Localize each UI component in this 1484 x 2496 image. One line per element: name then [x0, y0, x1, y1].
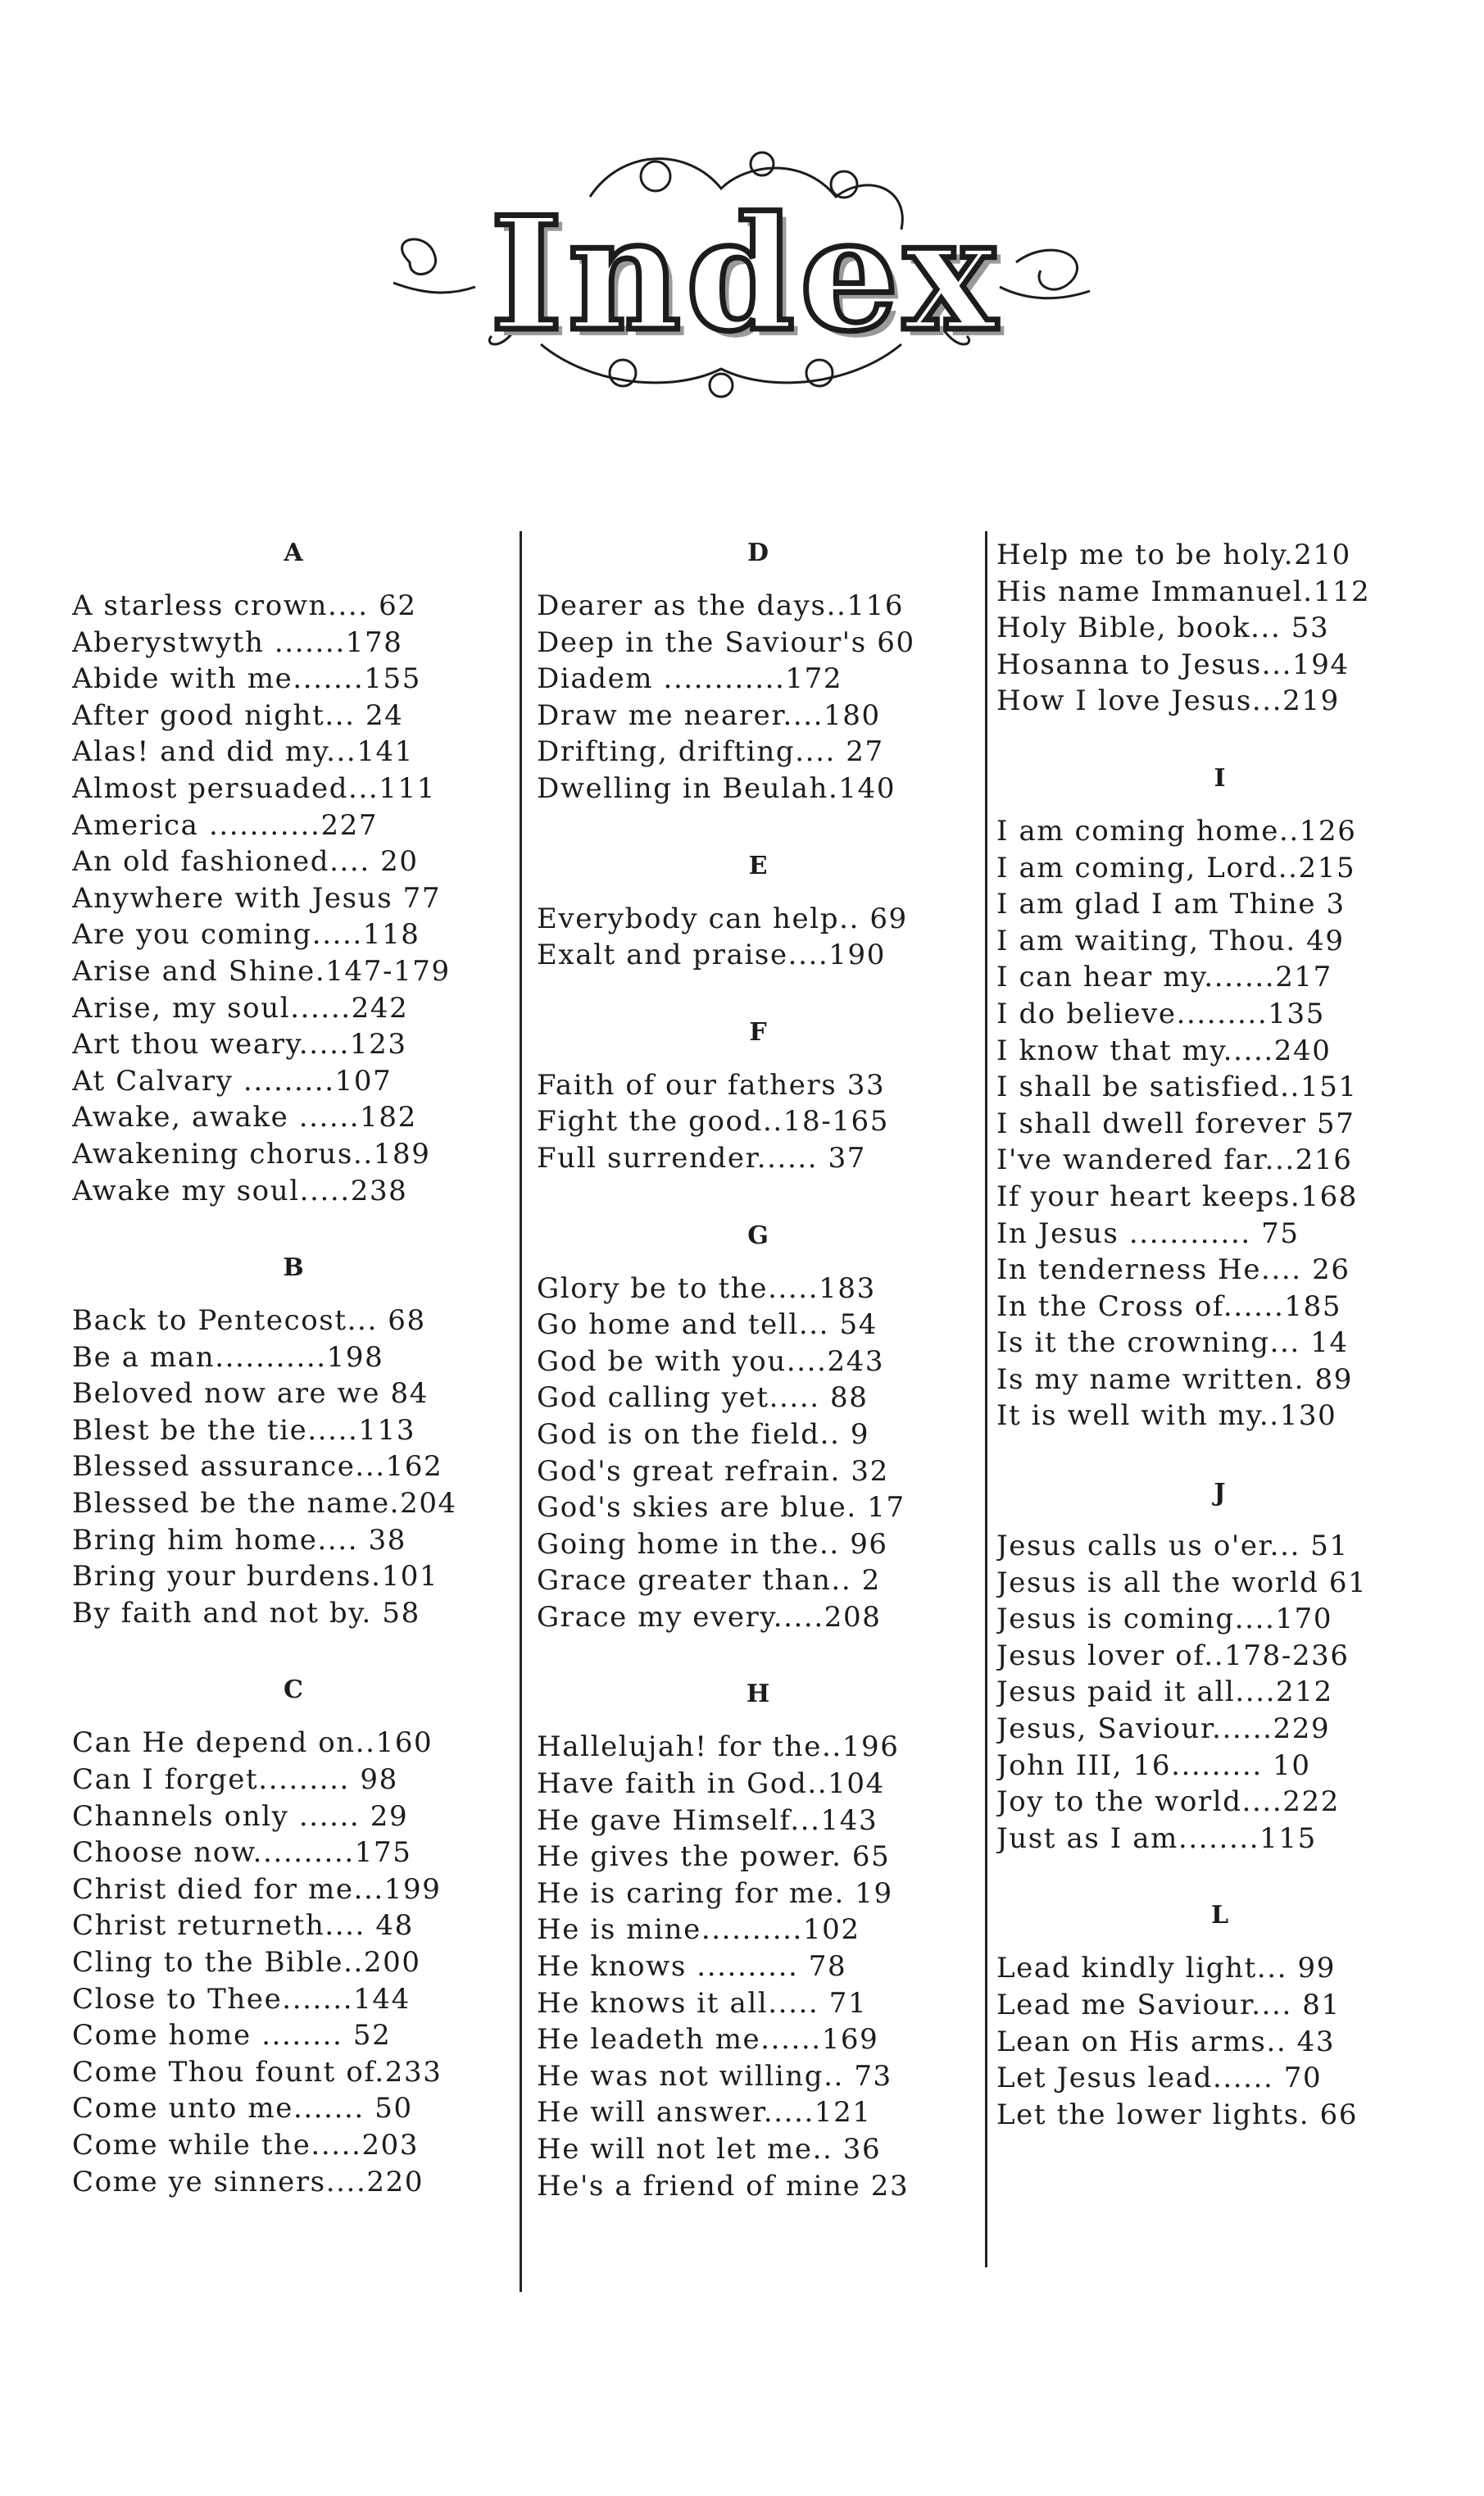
- index-entry: If your heart keeps.168: [996, 1180, 1359, 1213]
- index-entry: I know that my.....240: [996, 1034, 1332, 1067]
- section-spacer: [537, 570, 979, 588]
- index-entry: Awake my soul.....238: [72, 1174, 408, 1207]
- index-section: [996, 1477, 1443, 1857]
- index-entry: Come home ........ 52: [72, 2019, 392, 2053]
- column-divider: [520, 531, 522, 2292]
- page-title: Index: [489, 183, 1002, 366]
- index-entry: Just as I am........115: [996, 1821, 1317, 1855]
- index-entry: Jesus, Saviour......229: [996, 1712, 1331, 1746]
- index-entry: Art thou weary.....123: [72, 1028, 407, 1062]
- section-spacer: [996, 795, 1443, 813]
- index-entry: Holy Bible, book... 53: [996, 611, 1330, 645]
- section-spacer: [996, 1510, 1443, 1528]
- section-letter: I: [1214, 763, 1226, 793]
- index-entry: At Calvary .........107: [72, 1064, 393, 1098]
- section-spacer: [537, 1711, 979, 1729]
- index-entry: Go home and tell... 54: [537, 1308, 878, 1342]
- index-column-2: [537, 537, 979, 2204]
- index-entry: God calling yet..... 88: [537, 1381, 869, 1415]
- index-entry: Everybody can help.. 69: [537, 902, 908, 935]
- section-spacer: [996, 1932, 1443, 1950]
- index-section: [537, 850, 979, 974]
- index-entry: Aberystwyth .......178: [72, 625, 403, 659]
- index-entry: Come ye sinners....220: [72, 2165, 424, 2198]
- index-entry: Christ returneth.... 48: [72, 1909, 414, 1943]
- index-entry: Blest be the tie.....113: [72, 1413, 416, 1447]
- index-entry: Come while the.....203: [72, 2128, 420, 2162]
- index-entry: He was not willing.. 73: [537, 2059, 892, 2093]
- section-spacer: [72, 570, 515, 588]
- index-entry: How I love Jesus...219: [996, 684, 1340, 718]
- index-section: [996, 762, 1443, 1434]
- section-spacer: [537, 1049, 979, 1067]
- index-section: [996, 1899, 1443, 2133]
- index-entry: Can He depend on..160: [72, 1726, 433, 1760]
- index-entry: Christ died for me...199: [72, 1872, 442, 1906]
- index-entry: Awakening chorus..189: [72, 1137, 431, 1171]
- section-letter: C: [284, 1675, 303, 1705]
- index-section: [537, 1016, 979, 1177]
- section-letter: H: [746, 1680, 770, 1709]
- index-column-3: [996, 537, 1443, 2133]
- index-entry: Full surrender...... 37: [537, 1141, 867, 1175]
- index-entry: Close to Thee.......144: [72, 1982, 411, 2016]
- index-entry: A starless crown.... 62: [72, 589, 417, 622]
- index-entry: Awake, awake ......182: [72, 1101, 417, 1134]
- index-entry: I am waiting, Thou. 49: [996, 924, 1345, 957]
- index-entry: Lead me Saviour.... 81: [996, 1989, 1341, 2021]
- index-entry: Can I forget......... 98: [72, 1763, 398, 1797]
- index-entry: God's skies are blue. 17: [537, 1491, 905, 1525]
- section-letter: D: [747, 539, 769, 567]
- index-entry: Almost persuaded...111: [72, 771, 436, 805]
- index-entry: It is well with my..130: [996, 1399, 1337, 1433]
- column-divider: [985, 531, 987, 2267]
- index-entry: God's great refrain. 32: [537, 1454, 889, 1488]
- index-section: [537, 1678, 979, 2204]
- section-spacer: [537, 1253, 979, 1271]
- section-letter: E: [748, 851, 768, 880]
- index-entry: Bring your burdens.101: [72, 1560, 439, 1594]
- index-entry: Hosanna to Jesus...194: [996, 648, 1350, 681]
- index-entry: Choose now..........175: [72, 1836, 412, 1870]
- index-entry: Help me to be holy.210: [996, 539, 1351, 571]
- index-entry: Joy to the world....222: [996, 1785, 1340, 1819]
- index-entry: In tenderness He.... 26: [996, 1253, 1350, 1287]
- section-letter: B: [283, 1253, 304, 1283]
- index-section: [537, 537, 979, 807]
- index-entry: Dwelling in Beulah.140: [537, 771, 896, 805]
- index-entry: Deep in the Saviour's 60: [537, 625, 915, 659]
- index-entry: Channels only ...... 29: [72, 1799, 409, 1833]
- index-entry: He gives the power. 65: [537, 1840, 891, 1874]
- index-entry: Cling to the Bible..200: [72, 1946, 421, 1979]
- index-entry: I've wandered far...216: [996, 1143, 1353, 1177]
- index-entry: God be with you....243: [537, 1344, 885, 1378]
- index-entry: John III, 16......... 10: [996, 1748, 1311, 1782]
- index-entry: Jesus paid it all....212: [996, 1675, 1333, 1709]
- index-entry: America ...........227: [72, 808, 379, 842]
- index-entry: Is it the crowning... 14: [996, 1326, 1349, 1360]
- index-entry: God is on the field.. 9: [537, 1417, 870, 1451]
- index-entry: An old fashioned.... 20: [72, 845, 419, 879]
- index-entry: Lead kindly light... 99: [996, 1952, 1336, 1985]
- index-entry: He is caring for me. 19: [537, 1876, 893, 1910]
- index-entry: Are you coming.....118: [72, 918, 420, 952]
- index-entry: After good night... 24: [72, 698, 404, 732]
- index-entry: Grace my every.....208: [537, 1600, 882, 1634]
- section-spacer: [72, 1707, 515, 1725]
- index-entry: Come unto me....... 50: [72, 2092, 413, 2125]
- section-letter: G: [747, 1221, 769, 1250]
- index-entry: Arise, my soul......242: [72, 991, 409, 1025]
- index-column-1: [72, 537, 515, 2200]
- index-entry: He is mine..........102: [537, 1913, 860, 1947]
- index-entry: He leadeth me......169: [537, 2023, 879, 2057]
- index-entry: I shall dwell forever 57: [996, 1107, 1355, 1140]
- index-entry: His name Immanuel.112: [996, 575, 1371, 608]
- index-entry: Jesus is all the world 61: [996, 1566, 1368, 1599]
- index-entry: I can hear my.......217: [996, 961, 1332, 994]
- index-entry: Faith of our fathers 33: [537, 1068, 886, 1102]
- index-entry: Abide with me.......155: [72, 662, 421, 696]
- index-section: [72, 1674, 515, 2200]
- index-section: [72, 537, 515, 1209]
- section-letter: J: [1214, 1479, 1226, 1508]
- index-entry: Grace greater than.. 2: [537, 1564, 881, 1598]
- index-entry: Alas! and did my...141: [72, 735, 415, 769]
- index-entry: He will answer.....121: [537, 2096, 872, 2130]
- section-letter: F: [749, 1017, 767, 1047]
- index-entry: Glory be to the.....183: [537, 1271, 876, 1305]
- index-entry: Jesus lover of..178-236: [996, 1639, 1350, 1672]
- index-section: [537, 1220, 979, 1636]
- index-entry: Going home in the.. 96: [537, 1527, 888, 1561]
- index-entry: Arise and Shine.147-179: [72, 954, 451, 988]
- index-entry: In Jesus ............ 75: [996, 1216, 1300, 1250]
- index-entry: Have faith in God..104: [537, 1767, 885, 1801]
- index-entry: Jesus is coming....170: [996, 1603, 1333, 1636]
- index-entry: Exalt and praise....190: [537, 939, 887, 972]
- index-entry: Let the lower lights. 66: [996, 2098, 1359, 2131]
- index-entry: He will not let me.. 36: [537, 2133, 882, 2166]
- index-entry: Bring him home.... 38: [72, 1523, 407, 1557]
- index-entry: Jesus calls us o'er... 51: [996, 1530, 1349, 1563]
- index-entry: Diadem ............172: [537, 662, 843, 696]
- index-entry: Come Thou fount of.233: [72, 2055, 442, 2089]
- section-letter: L: [1210, 1901, 1229, 1930]
- index-entry: He knows .......... 78: [537, 1950, 847, 1984]
- section-letter: A: [284, 539, 303, 567]
- index-entry: I shall be satisfied..151: [996, 1071, 1358, 1104]
- index-title-ornament: [377, 139, 1114, 410]
- index-entry: He gave Himself...143: [537, 1803, 878, 1837]
- index-entry: I do believe.........135: [996, 997, 1325, 1030]
- index-entry: Lean on His arms.. 43: [996, 2025, 1336, 2058]
- index-entry: He's a friend of mine 23: [537, 2169, 910, 2203]
- index-entry: Blessed assurance...162: [72, 1450, 443, 1484]
- index-entry: Is my name written. 89: [996, 1362, 1353, 1396]
- index-section: [996, 537, 1443, 720]
- index-entry: I am coming home..126: [996, 814, 1357, 848]
- index-entry: Let Jesus lead...... 70: [996, 2062, 1323, 2095]
- index-entry: Fight the good..18-165: [537, 1105, 890, 1139]
- index-entry: Dearer as the days..116: [537, 589, 905, 622]
- index-section: [72, 1252, 515, 1631]
- section-spacer: [72, 1284, 515, 1303]
- index-entry: Anywhere with Jesus 77: [72, 881, 442, 915]
- index-entry: By faith and not by. 58: [72, 1596, 420, 1630]
- index-entry: Drifting, drifting.... 27: [537, 735, 884, 769]
- section-spacer: [537, 883, 979, 901]
- index-entry: In the Cross of......185: [996, 1289, 1342, 1323]
- index-entry: Draw me nearer....180: [537, 698, 881, 732]
- index-entry: Be a man...........198: [72, 1340, 384, 1374]
- index-entry: Beloved now are we 84: [72, 1377, 429, 1411]
- index-entry: I am glad I am Thine 3: [996, 888, 1346, 921]
- index-entry: Back to Pentecost... 68: [72, 1304, 426, 1338]
- index-entry: Blessed be the name.204: [72, 1487, 457, 1521]
- index-entry: He knows it all..... 71: [537, 1986, 868, 2020]
- index-entry: I am coming, Lord..215: [996, 851, 1356, 884]
- index-entry: Hallelujah! for the..196: [537, 1730, 900, 1764]
